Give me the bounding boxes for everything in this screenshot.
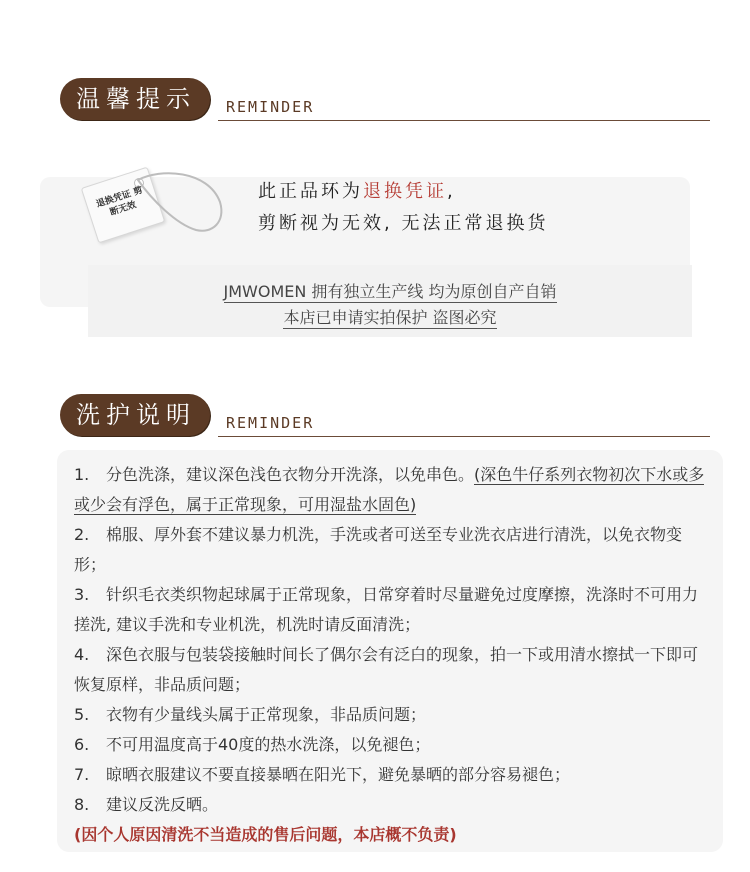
tag-wire-loop-icon (130, 164, 226, 236)
tag-label: 退换凭证 剪断无效 (95, 185, 145, 219)
item-highlight: (深色牛仔系列衣物初次下水或多或少会有浮色，属于正常现象，可用湿盐水固色) (74, 465, 705, 514)
section-title-pill: 洗护说明 (60, 394, 210, 436)
item-number: 2. (74, 525, 90, 544)
reminder-header (60, 78, 710, 122)
section-title-pill: 温馨提示 (60, 78, 210, 120)
header-divider (218, 436, 710, 437)
item-number: 4. (74, 645, 90, 664)
brand-line-2: 本店已申请实拍保护 盗图必究 (283, 308, 497, 327)
notice-text (258, 176, 548, 240)
item-text: 深色衣服与包装袋接触时间长了偶尔会有泛白的现象，拍一下或用清水擦拭一下即可恢复原样，非品质问题； (74, 645, 699, 694)
section-subtitle: REMINDER (226, 414, 315, 432)
item-text: 棉服、厚外套不建议暴力机洗，手洗或者可送至专业洗衣店进行清洗，以免衣物变形； (74, 525, 683, 574)
item-text: 建议反洗反晒。 (106, 795, 219, 814)
notice-line-2: 剪断视为无效, 无法正常退换货 (258, 213, 549, 234)
list-item (74, 520, 710, 580)
brand-line-1: JMWOMEN 拥有独立生产线 均为原创自产自销 (223, 282, 557, 301)
item-number: 6. (74, 735, 90, 754)
list-item (74, 730, 710, 760)
list-item (74, 790, 710, 820)
item-number: 7. (74, 765, 90, 784)
brand-statement (88, 279, 692, 331)
care-header (60, 394, 710, 438)
item-number: 1. (74, 465, 90, 484)
notice-line-1 (258, 176, 548, 208)
care-instructions-list (74, 460, 710, 850)
item-text: 晾晒衣服建议不要直接暴晒在阳光下，避免暴晒的部分容易褪色； (106, 765, 571, 784)
item-text: 针织毛衣类织物起球属于正常现象，日常穿着时尽量避免过度摩擦，洗涤时不可用力搓洗, 建议手洗和专业机洗，机洗时请反面清洗； (74, 585, 699, 634)
notice-highlight: 退换凭证 (363, 181, 447, 202)
list-item (74, 760, 710, 790)
notice-line-1-prefix: 此正品环为 (258, 181, 363, 202)
list-item (74, 460, 710, 520)
item-number: 5. (74, 705, 90, 724)
item-number: 3. (74, 585, 90, 604)
item-text: 衣物有少量线头属于正常现象，非品质问题； (106, 705, 427, 724)
warning-note: (因个人原因清洗不当造成的售后问题，本店概不负责) (74, 825, 457, 844)
list-item (74, 640, 710, 700)
item-text: 不可用温度高于40度的热水洗涤，以免褪色； (106, 735, 431, 754)
header-divider (218, 120, 710, 121)
item-text: 分色洗涤，建议深色浅色衣物分开洗涤，以免串色。 (106, 465, 475, 484)
item-number: 8. (74, 795, 90, 814)
section-subtitle: REMINDER (226, 98, 315, 116)
list-item (74, 580, 710, 640)
list-item (74, 700, 710, 730)
notice-line-1-suffix: , (447, 181, 456, 202)
